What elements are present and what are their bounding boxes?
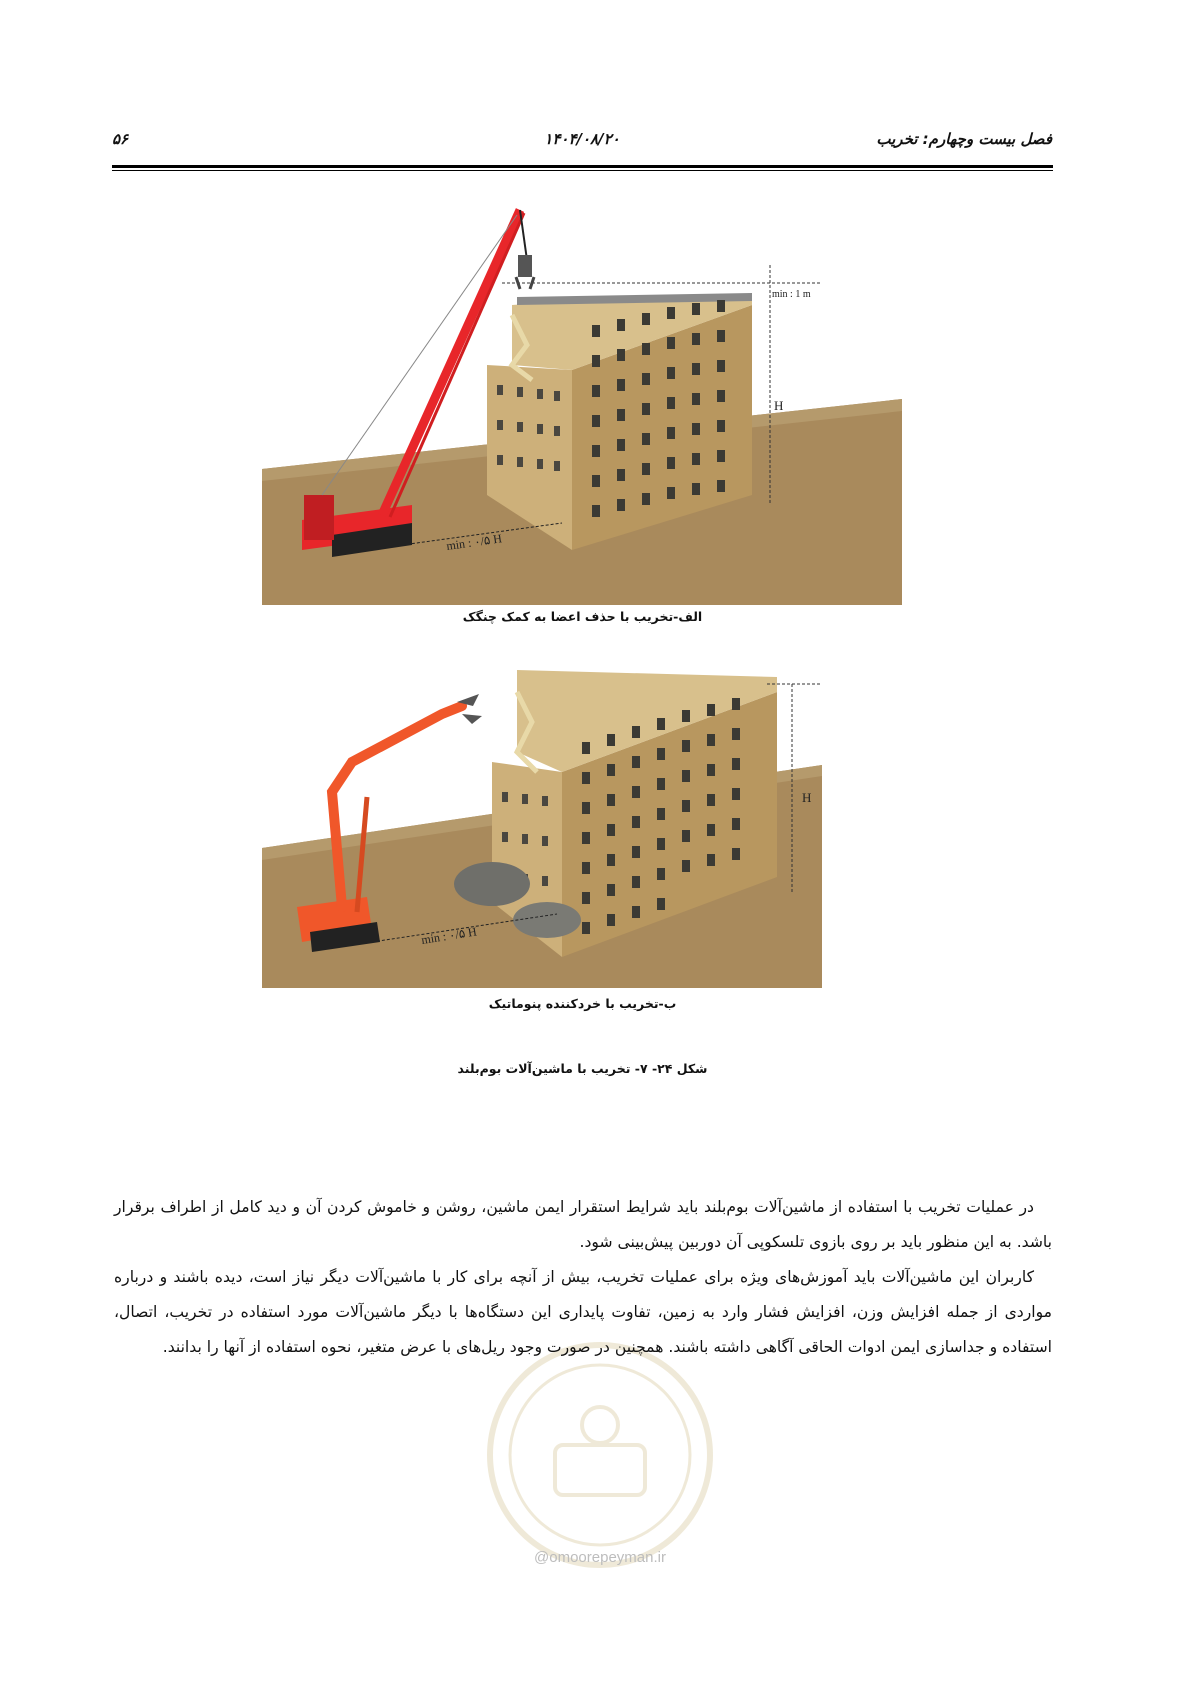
watermark-seal bbox=[480, 1335, 720, 1575]
chapter-title: فصل بیست وچهارم: تخریب bbox=[876, 130, 1052, 148]
figure-a-caption: الف-تخریب با حذف اعضا به کمک چنگک bbox=[462, 609, 703, 624]
watermark-url: @omoorepeyman.ir bbox=[534, 1549, 666, 1566]
label-distance: min : ۰/۵ H bbox=[445, 531, 503, 553]
page-number: ۵۶ bbox=[112, 130, 129, 148]
figure-b-caption: ب-تخریب با خردکننده پنوماتیک bbox=[488, 996, 677, 1011]
label-min-1m: min : 1 m bbox=[772, 289, 811, 300]
label-height-h: H bbox=[802, 790, 812, 805]
header-rule bbox=[112, 165, 1053, 168]
label-height-h: H bbox=[774, 398, 784, 413]
paragraph: کاربران این ماشین‌آلات باید آموزش‌های ویژه برای عملیات تخریب، بیش از آنچه برای کار با ماشین‌آلات دیگر نیاز است، دیده باشند و درباره مواردی از جمله افزایش وزن، افزایش فشار وارد به زمین، تفاوت پایداری این دستگاه‌ها با دیگر ماشین‌آلات مورد استفاده در تخریب، اتصال، استفاده و جداسازی ایمن ادوات الحاقی آگاهی داشته باشند. همچنین در صورت وجود ریل‌های با عرض متغیر، نحوه استفاده از آنها را بدانند. bbox=[114, 1268, 1052, 1356]
figure-caption: شکل ۲۴- ۷- تخریب با ماشین‌آلات بوم‌بلند bbox=[457, 1061, 708, 1076]
rubble-pile bbox=[454, 862, 530, 906]
figure-b-illustration bbox=[262, 662, 822, 988]
header-date: ۱۴۰۴/۰۸/۲۰ bbox=[544, 130, 620, 148]
figure-a-illustration bbox=[262, 205, 902, 605]
body-text bbox=[114, 1190, 1052, 1365]
label-distance: min : ۰/۵ H bbox=[420, 924, 478, 947]
paragraph: در عملیات تخریب با استفاده از ماشین‌آلات بوم‌بلند باید شرایط استقرار ایمن ماشین، روشن و خاموش کردن آن و دید کامل از اطراف برقرار باشد. به این منظور باید بر روی بازوی تلسکوپی آن دوربین پیش‌بینی شود. bbox=[114, 1198, 1052, 1251]
rubble-pile bbox=[513, 902, 581, 938]
header-rule-thin bbox=[112, 170, 1053, 171]
page-header bbox=[112, 126, 1052, 156]
